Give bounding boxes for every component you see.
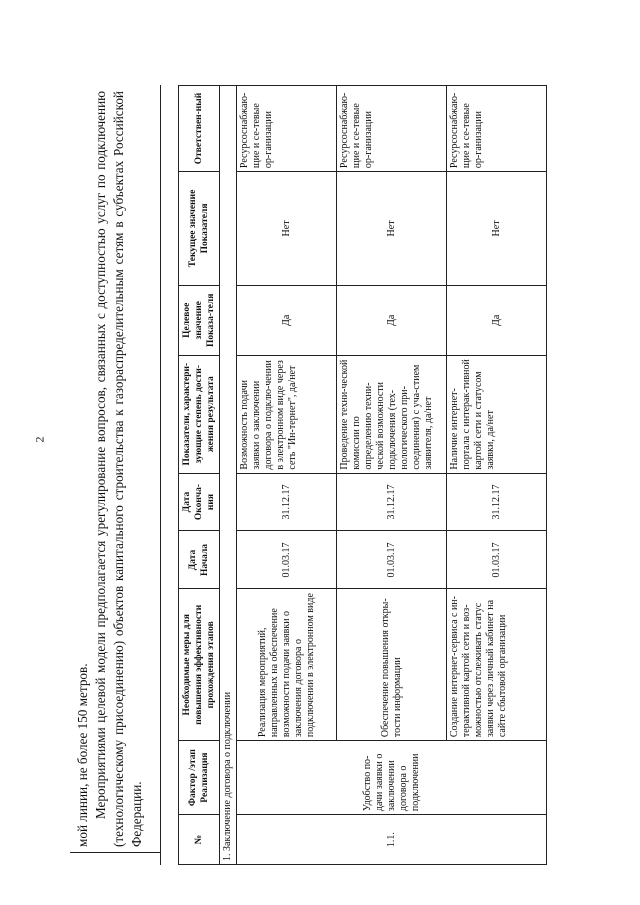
current-cell: Нет — [237, 172, 337, 286]
end-cell: 31.12.17 — [237, 473, 337, 531]
header-measures: Необходимые меры для повышения эффективности прохождения этапов — [179, 589, 220, 741]
target-cell: Да — [237, 285, 337, 355]
intro-divider — [160, 85, 161, 865]
header-factor: Фактор /этап Реализация — [179, 741, 220, 815]
section-row — [220, 86, 237, 865]
measure-cell: Создание интернет-сервиса с ин-терактивной картой сети и воз-можностью отслеживать статус заявки через личный кабинет на сайте сбытовой организации — [447, 589, 547, 741]
current-cell: Нет — [337, 172, 447, 286]
group-factor: Удобство по-дачи заявки о заключении договора о подключении — [237, 741, 547, 815]
responsible-cell: Ресурсоснабжаю-щие и се-тевые ор-ганизации — [237, 86, 337, 172]
intro-line: мой линии, не более 150 метров. — [75, 663, 90, 847]
header-num: № — [179, 815, 220, 865]
measure-cell: Обеспечение повышения откры-тости информации — [337, 589, 447, 741]
group-num: 1.1. — [237, 815, 547, 865]
start-cell: 01.03.17 — [447, 531, 547, 589]
indicator-cell: Наличие интернет-портала с интерак-тивной картой сети и статусом заявки, да/нет — [447, 355, 547, 473]
indicator-cell: Возможность подачи заявки о заключении договора о подклю-чении в электронном виде через сеть "Ин-тернет", да/нет — [237, 355, 337, 473]
table-header-row — [179, 86, 220, 865]
target-cell: Да — [337, 285, 447, 355]
responsible-cell: Ресурсоснабжаю-щие и се-тевые ор-ганизации — [337, 86, 447, 172]
intro-box — [70, 85, 160, 865]
end-cell: 31.12.17 — [447, 473, 547, 531]
intro-left-cell — [70, 852, 160, 865]
start-cell: 01.03.17 — [337, 531, 447, 589]
intro-paragraph: Мероприятиями целевой модели предполагается урегулирование вопросов, связанных с доступностью услуг по подключению (технологическому присоединению) объектов капитального строительства к газораспределительным сетям в субъектах Российской Федерации. — [93, 91, 144, 847]
rotated-page — [70, 85, 570, 865]
header-start: Дата Начала — [179, 531, 220, 589]
header-indicator: Показатели, характери-зующие степень дости-жения результата — [179, 355, 220, 473]
header-end: Дата Оконча-ния — [179, 473, 220, 531]
header-current: Текущее значение Показателя — [179, 172, 220, 286]
target-cell: Да — [447, 285, 547, 355]
measures-table — [178, 85, 547, 865]
section-title: 1. Заключение договора о подключении — [220, 86, 237, 865]
indicator-cell: Проведение техни-ческой комиссии по определению техни-ческой возможности подключения (тех-нологического при-соединения) с уча-стием заявителя, да/нет — [337, 355, 447, 473]
current-cell: Нет — [447, 172, 547, 286]
header-target: Целевое значение Показа-теля — [179, 285, 220, 355]
page-number: 2 — [32, 436, 47, 443]
table-row — [237, 86, 337, 865]
end-cell: 31.12.17 — [337, 473, 447, 531]
start-cell: 01.03.17 — [237, 531, 337, 589]
intro-text — [74, 91, 146, 847]
header-responsible: Ответствен-ный — [179, 86, 220, 172]
measure-cell: Реализация мероприятий, направленных на обеспечение возможности подачи заявки о заключения договора о подключении в электронном виде — [237, 589, 337, 741]
responsible-cell: Ресурсоснабжаю-щие и се-тевые ор-ганизации — [447, 86, 547, 172]
